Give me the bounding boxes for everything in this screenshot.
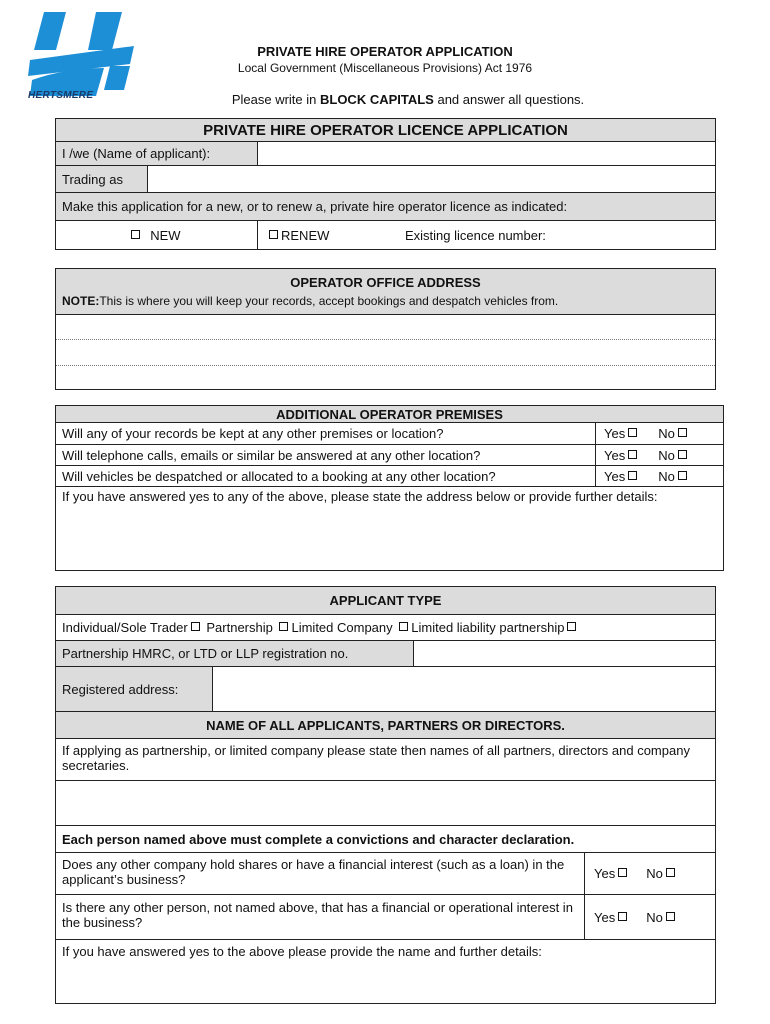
licence-section: [55, 118, 716, 250]
premises-q3-no-checkbox[interactable]: [678, 471, 687, 480]
licence-heading: PRIVATE HIRE OPERATOR LICENCE APPLICATION: [203, 121, 568, 139]
licence-type-instruction: Make this application for a new, or to renew a, private hire operator licence as indicated:: [62, 199, 568, 214]
office-address-field[interactable]: [56, 314, 715, 389]
registration-number-field[interactable]: [414, 641, 715, 666]
new-checkbox[interactable]: [131, 230, 140, 239]
premises-question-3: Will vehicles be despatched or allocated to a booking at any other location?: [62, 468, 496, 484]
operational-interest-question: Is there any other person, not named above, that has a financial or operational interest in the business?: [62, 900, 573, 930]
logo-text: HERTSMERE: [28, 90, 94, 101]
partnership-checkbox[interactable]: [279, 622, 288, 631]
office-address-section: [55, 268, 716, 390]
applicant-name-label: I /we (Name of applicant):: [56, 142, 257, 165]
premises-details-field[interactable]: [56, 486, 723, 570]
names-heading: NAME OF ALL APPLICANTS, PARTNERS OR DIRECTORS.: [206, 717, 565, 733]
premises-heading: ADDITIONAL OPERATOR PREMISES: [276, 406, 503, 422]
option-sole-trader: Individual/Sole Trader: [62, 620, 188, 635]
financial-details-field[interactable]: [56, 939, 715, 1003]
financial-interest-question: Does any other company hold shares or have a financial interest (such as a loan) in the applicant’s business?: [62, 857, 565, 887]
q1-yes-checkbox[interactable]: [618, 868, 627, 877]
llp-checkbox[interactable]: [567, 622, 576, 631]
q2-no-checkbox[interactable]: [666, 912, 675, 921]
instruction-text: Please write in BLOCK CAPITALS and answer all questions.: [231, 92, 585, 107]
names-instruction: If applying as partnership, or limited company please state then names of all partners, directors and company secretaries.: [62, 743, 690, 773]
q2-yes-checkbox[interactable]: [618, 912, 627, 921]
applicant-type-section: APPLICANT TYPE Individual/Sole Trader Partnership Limited Company Limited liability partnership Partnership HMRC, or LTD or LLP registration no. Registered address: NAME OF ALL APPLICANTS, PARTNERS OR DIRECTORS. If applying as partnership, or limited company please state then names of all partners, directors and company secretaries. Each person named above must complete a convictions and character declaration. Does any other company hold shares or have a financial interest (such as a loan) in the applicant’s business? Yes No Is there any other person, not named above, that has a financial or operational interest in the business? Yes No If you have answered yes to the above please provide the name and further details:: [55, 586, 716, 1004]
financial-details-label: If you have answered yes to the above please provide the name and further details:: [62, 944, 542, 959]
premises-q1-yes-checkbox[interactable]: [628, 428, 637, 437]
page-title: PRIVATE HIRE OPERATOR APPLICATION: [257, 44, 513, 59]
office-heading: OPERATOR OFFICE ADDRESS: [290, 274, 481, 290]
trading-as-label: Trading as: [56, 166, 147, 192]
premises-question-1: Will any of your records be kept at any other premises or location?: [62, 426, 444, 441]
page-subtitle: Local Government (Miscellaneous Provisions) Act 1976: [237, 61, 533, 75]
premises-q2-no-checkbox[interactable]: [678, 450, 687, 459]
renew-option[interactable]: RENEW: [260, 221, 380, 250]
names-field[interactable]: [56, 780, 715, 825]
registration-number-label: Partnership HMRC, or LTD or LLP registration no.: [56, 641, 413, 666]
option-llp: Limited liability partnership: [411, 620, 565, 635]
declaration-text: Each person named above must complete a convictions and character declaration.: [62, 831, 575, 847]
limited-company-checkbox[interactable]: [399, 622, 408, 631]
premises-q1-no-checkbox[interactable]: [678, 428, 687, 437]
existing-licence-label: Existing licence number:: [405, 228, 546, 243]
applicant-type-options: [56, 615, 715, 640]
premises-question-2: Will telephone calls, emails or similar be answered at any other location?: [62, 447, 481, 463]
option-limited-company: Limited Company: [291, 620, 393, 635]
q1-no-checkbox[interactable]: [666, 868, 675, 877]
applicant-name-field[interactable]: [258, 142, 715, 165]
registered-address-label: Registered address:: [56, 667, 212, 711]
option-partnership: Partnership: [206, 620, 273, 635]
renew-checkbox[interactable]: [269, 230, 278, 239]
premises-q3-yes-checkbox[interactable]: [628, 471, 637, 480]
new-option[interactable]: NEW: [122, 221, 242, 250]
additional-premises-section: ADDITIONAL OPERATOR PREMISES Will any of your records be kept at any other premises or location? Yes No Will telephone calls, emails or similar be answered at any other location? Yes No Will vehicles be despatched or allocated to a booking at any other location? Yes No If you have answered yes to any of the above, please state the address below or provide further details:: [55, 405, 724, 571]
applicant-type-heading: APPLICANT TYPE: [329, 593, 442, 608]
sole-trader-checkbox[interactable]: [191, 622, 200, 631]
registered-address-field[interactable]: [213, 667, 715, 711]
premises-details-label: If you have answered yes to any of the above, please state the address below or provide further details:: [62, 489, 658, 504]
premises-q2-yes-checkbox[interactable]: [628, 450, 637, 459]
trading-as-field[interactable]: [148, 166, 715, 192]
office-note: NOTE: This is where you will keep your records, accept bookings and despatch vehicles from.: [62, 294, 559, 308]
